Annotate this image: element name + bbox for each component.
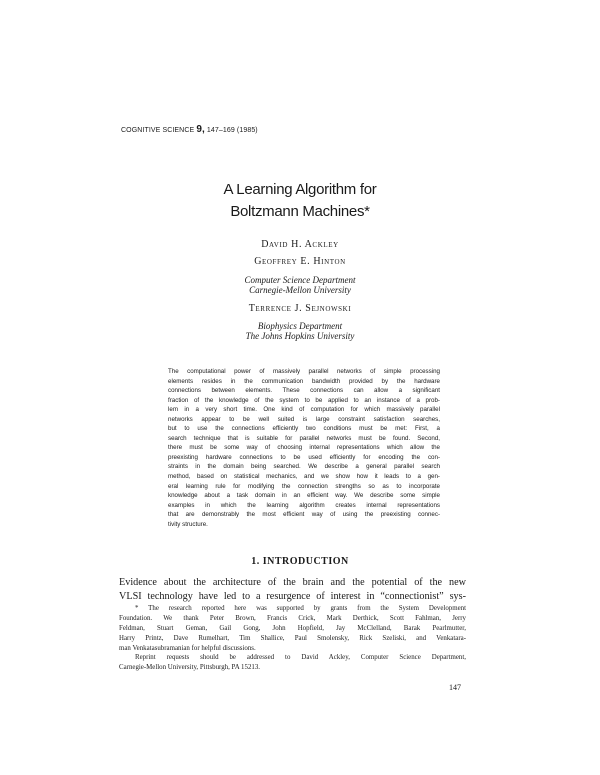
journal-name: COGNITIVE SCIENCE (121, 127, 195, 134)
abstract-line: fraction of the knowledge of the system to be applied to an instance of a prob- (168, 396, 440, 404)
abstract-line: straints in the domain being searched. We describe a general parallel search (168, 463, 440, 471)
abstract-line: knowledge about a task domain in an efficient way. We describe some simple (168, 492, 440, 500)
abstract-line: lem in a very short time. One kind of computation for which massively parallel (168, 406, 440, 414)
abstract-line: networks appear to be well suited is large constraint satisfaction searches, (168, 415, 440, 423)
running-head (121, 124, 258, 135)
author-hinton: Geoffrey E. Hinton (254, 256, 346, 267)
footnote-line: Reprint requests should be addressed to David Ackley, Computer Science Department, (135, 654, 466, 662)
footnote-line: Harry Printz, Dave Rumelhart, Tim Shallice, Paul Smolensky, Rick Szeliski, and Venkatara- (119, 634, 466, 642)
abstract-line: The computational power of massively parallel networks of simple processing (168, 368, 440, 375)
paper-title-line-2: Boltzmann Machines* (230, 203, 370, 220)
abstract-line: method, based on statistical mechanics, and we show how it leads to a gen- (168, 473, 440, 481)
abstract-line: there must be some way of choosing internal representations which allow the (168, 444, 440, 452)
abstract-line: preexisting hardware connections to be used efficiently for encoding the con- (168, 453, 440, 461)
abstract-line: eral learning rule for modifying the connection strengths so as to incorporate (168, 482, 440, 490)
abstract-line: tivity structure. (168, 520, 208, 528)
abstract-line: elements resides in the communication bandwidth provided by the hardware (168, 377, 440, 385)
abstract-line: examples in which the learning algorithm creates internal representations (168, 501, 440, 509)
author-sejnowski: Terrence J. Sejnowski (248, 303, 352, 314)
footnote-line: Foundation. We thank Peter Brown, Francis Crick, Mark Derthick, Scott Fahlman, Jerry (119, 614, 466, 622)
page-number: 147 (449, 683, 461, 692)
footnote-line: man Venkatasubramanian for helpful discussions. (119, 644, 256, 652)
footnote (119, 604, 466, 673)
abstract-line: search technique that is suitable for parallel networks must be found. Second, (168, 434, 440, 442)
paper-title-line-1: A Learning Algorithm for (223, 181, 377, 198)
author-ackley: David H. Ackley (261, 239, 339, 250)
body-line: VLSI technology have led to a resurgence of interest in “connectionist” sys- (119, 591, 466, 602)
affiliation-2-univ: The Johns Hopkins University (245, 331, 355, 341)
footnote-line: Carnegie-Mellon University, Pittsburgh, PA 15213. (119, 664, 261, 672)
section-heading: 1. INTRODUCTION (251, 556, 349, 567)
volume-number: 9, (196, 124, 205, 135)
footnote-line: * The research reported here was supported by grants from the System Development (135, 605, 466, 612)
abstract-line: that are demonstrably the most efficient way of using the preexisting connec- (168, 511, 440, 519)
abstract-line: but to use the connections efficiently two conditions must be met: First, a (168, 425, 440, 433)
footnote-line: Feldman, Stuart Geman, Gail Gong, John Hopfield, Jay McClelland, Barak Pearlmutter, (119, 624, 466, 632)
abstract-line: connections between elements. These connections can allow a significant (168, 387, 440, 395)
affiliation-1-dept: Computer Science Department (244, 275, 356, 285)
abstract (168, 367, 440, 529)
affiliation-2-dept: Biophysics Department (257, 321, 343, 331)
affiliation-1-univ: Carnegie-Mellon University (249, 285, 351, 295)
body-text (119, 576, 466, 604)
page-range: 147–169 (1985) (206, 127, 258, 134)
body-line: Evidence about the architecture of the brain and the potential of the new (119, 577, 466, 588)
